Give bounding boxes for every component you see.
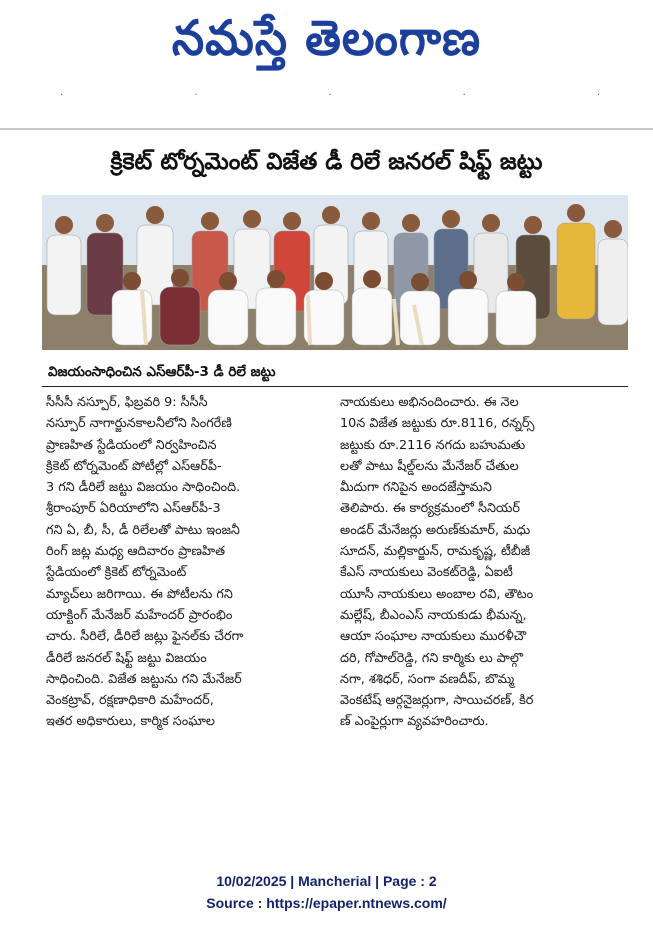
text-line: వెంకట్రావ్, రక్షణాధికారి మహేందర్, (46, 693, 214, 709)
text-line: గని ఏ, బీ, సీ, డీ రిలేలతో పాటు ఇంజనీ (46, 522, 240, 538)
text-line: యూసీ నాయకులు అంబాల రవి, తౌటం (340, 586, 534, 602)
text-line: క్రికెట్ టోర్నమెంట్ పోటీల్లో ఎస్ఆర్‌పీ- (46, 458, 222, 474)
subline-mark: · (462, 90, 466, 101)
text-line: సీసీసీ నస్పూర్, ఫిబ్రవరి 9: సీసీసీ (46, 395, 208, 410)
text-line: మ్యాచ్‌లు జరిగాయి. ఈ పోటీలను గని (46, 586, 233, 602)
text-line: సాధించింది. విజేత జట్టును గని మేనేజర్ (46, 671, 242, 687)
subline-mark: · (194, 90, 198, 101)
text-line: కేఎస్ నాయకులు వెంకట్‌రెడ్డి, ఏఐటీ (340, 565, 513, 581)
text-line: నగా, శశిధర్, సంగా వణదీప్, బొమ్మ (340, 671, 515, 687)
text-line: ఇతర అధికారులు, కార్మిక సంఘాల (46, 714, 215, 730)
article-column-right (340, 392, 622, 832)
header-divider (0, 128, 653, 130)
text-line: శ్రీరాంపూర్ ఏరియాలోని ఎస్ఆర్‌పీ-3 (46, 501, 221, 517)
subline-mark: · (596, 90, 600, 101)
text-line: చారు. సీరిలే, డీరిలే జట్లు ఫైనల్‌కు చేరగా (46, 629, 244, 645)
text-line: వెంకటేష్ ఆర్గనైజర్లుగా, సాయిచరణ్, కిర (340, 693, 534, 709)
text-line: నస్పూర్ నాగార్జునకాలనీలోని సింగరేణి (46, 416, 232, 432)
text-line: 10న విజేత జట్టుకు రూ.8116, రన్నర్స్ (340, 416, 535, 432)
photo-caption: విజయంసాధించిన ఎస్ఆర్‌పీ-3 డీ రిలే జట్టు (48, 364, 276, 380)
masthead-subline (60, 90, 600, 106)
text-line: సూదన్, మల్లికార్జున్, రామకృష్ణ, టీబీజీ (340, 544, 531, 560)
text-line: మీదుగా గనిపైన అందజేస్తామని (340, 480, 492, 496)
article-headline: క్రికెట్ టోర్నమెంట్ విజేత డీ రిలే జనరల్ షిఫ్ట్ జట్టు (110, 149, 543, 175)
masthead (0, 0, 653, 88)
text-line: తెలిపారు. ఈ కార్యక్రమంలో సీనియర్ (340, 501, 520, 517)
text-line: రింగ్ జట్ల మధ్య ఆదివారం ప్రాణహిత (46, 544, 226, 560)
article-column-left (46, 392, 328, 832)
text-line: ణ్ ఎంపైర్లుగా వ్యవహరించారు. (340, 714, 489, 730)
subline-mark: · (60, 90, 64, 101)
text-line: ప్రాణహిత స్టేడియంలో నిర్వహించిన (46, 437, 217, 453)
text-line: ఆయా సంఘాల నాయకులు మురళీచౌ (340, 629, 527, 645)
text-line: లతో పాటు షీల్డ్‌లను మేనేజర్ చేతుల (340, 458, 519, 474)
text-line: నాయకులు అభినందించారు. ఈ నెల (340, 395, 519, 410)
text-line: 3 గని డీరిలే జట్టు విజయం సాధించింది. (46, 480, 241, 496)
source-link[interactable]: Source : https://epaper.ntnews.com/ (206, 895, 447, 911)
text-line: డీరిలే జనరల్ షిఫ్ట్ జట్టు విజయం (46, 650, 207, 666)
page-footer (0, 870, 653, 914)
subline-mark: · (328, 90, 332, 101)
text-line: జట్టుకు రూ.2116 నగదు బహుమతు (340, 437, 526, 453)
text-line: దరి, గోపాల్‌రెడ్డి, గని కార్మికు లు పాల్గొ (340, 650, 524, 666)
team-photo (42, 195, 628, 350)
edition-info: 10/02/2025 | Mancherial | Page : 2 (216, 873, 437, 889)
text-line: స్టేడియంలో క్రికెట్ టోర్నమెంట్ (46, 565, 187, 581)
text-line: యాక్టింగ్ మేనేజర్ మహేందర్ ప్రారంభిం (46, 607, 233, 623)
text-line: మల్లేష్, బీఎంఎస్ నాయకుడు భీమన్న, (340, 607, 527, 623)
newspaper-logo: నమస్తే తెలంగాణ (171, 9, 482, 67)
text-line: అండర్ మేనేజర్లు అరుణ్‌కుమార్, మధు (340, 522, 531, 538)
